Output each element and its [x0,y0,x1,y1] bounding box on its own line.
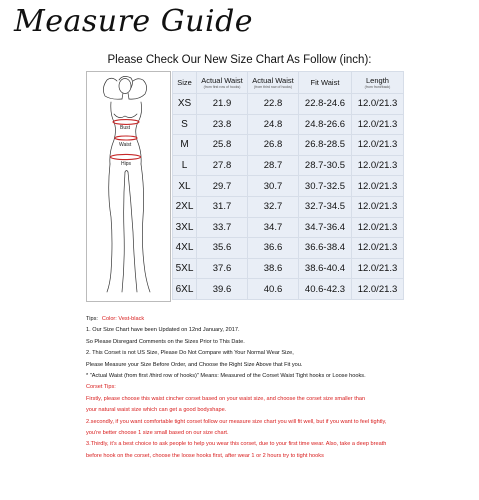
table-cell: 36.6-38.4 [299,238,351,258]
body-figure-panel [86,71,171,302]
table-row [173,115,403,135]
column-header-note: (from third row of hooks) [254,84,292,89]
table-cell: 21.9 [197,94,247,114]
waist-label: Waist [119,142,132,148]
tips-line [86,314,476,325]
size-chart-table [172,71,404,300]
table-cell: 28.7-30.5 [299,156,351,176]
bust-label: Bust [120,125,131,131]
size-cell: 2XL [173,197,196,217]
table-cell: 39.6 [197,279,247,299]
table-cell: 31.7 [197,197,247,217]
table-row [173,135,403,155]
corset-tips-heading: Corset Tips: [86,384,116,391]
table-row [173,156,403,176]
table-cell: 38.6 [248,259,298,279]
table-cell: 27.8 [197,156,247,176]
tips-label: Tips: [86,316,98,322]
column-header [248,72,298,93]
tip-2b: you're better choose 1 size small based on our size chart. [86,430,229,437]
table-cell: 30.7 [248,176,298,196]
table-cell: 32.7-34.5 [299,197,351,217]
table-cell: 12.0/21.3 [352,156,403,176]
size-cell: 3XL [173,218,196,238]
table-cell: 23.8 [197,115,247,135]
size-cell: 5XL [173,259,196,279]
table-cell: 25.8 [197,135,247,155]
body-silhouette-illustration [87,72,170,301]
table-cell: 30.7-32.5 [299,176,351,196]
table-cell: 34.7-36.4 [299,218,351,238]
column-header [173,72,196,93]
table-cell: 35.6 [197,238,247,258]
column-header [299,72,351,93]
tip-3b: before hook on the corset, choose the loose hooks first, after wear 1 or 2 hours try to tight hooks [86,452,324,459]
note-line-5: * "Actual Waist (from first /third row of hooks)" Means: Measured of the Corset Waist Tight hooks or Loose hooks. [86,373,366,380]
column-header-label: Size [177,77,192,87]
column-header-label: Fit Waist [310,77,340,87]
table-row [173,94,403,114]
table-cell: 24.8-26.6 [299,115,351,135]
table-cell: 12.0/21.3 [352,259,403,279]
table-cell: 37.6 [197,259,247,279]
column-header [352,72,403,93]
size-cell: L [173,156,196,176]
tip-3a: 3.Thirdly, it's a best choice to ask people to help you wear this corset, due to your first time wear. Also, take a deep breath [86,441,387,448]
note-line-2: So Please Disregard Comments on the Sizes Prior to This Date. [86,338,245,345]
table-row [173,259,403,279]
size-cell: M [173,135,196,155]
page-title: Measure Guide [14,4,254,39]
column-header-note: (from first row of hooks) [203,84,241,89]
table-cell: 12.0/21.3 [352,238,403,258]
table-cell: 32.7 [248,197,298,217]
table-cell: 12.0/21.3 [352,115,403,135]
hips-label: Hips [121,161,132,167]
table-row [173,218,403,238]
column-header-label: Actual Waist [201,75,243,85]
note-line-1: 1. Our Size Chart have been Updated on 12nd January, 2017. [86,327,240,334]
table-cell: 12.0/21.3 [352,176,403,196]
size-cell: S [173,115,196,135]
table-cell: 36.6 [248,238,298,258]
table-cell: 33.7 [197,218,247,238]
table-row [173,197,403,217]
table-row [173,279,403,299]
table-header-row [173,72,403,93]
table-row [173,176,403,196]
tip-1b: your natural waist size which can get a good bodyshape. [86,407,227,414]
column-header-label: Actual Waist [252,75,294,85]
column-header-note: (from front/back) [364,84,391,89]
note-line-4: Please Measure your Size Before Order, and Choose the Right Size Above that Fit you. [86,361,303,368]
table-row [173,238,403,258]
column-header-label: Length [366,75,389,85]
size-cell: XL [173,176,196,196]
table-cell: 26.8 [248,135,298,155]
table-cell: 12.0/21.3 [352,218,403,238]
table-cell: 28.7 [248,156,298,176]
size-cell: XS [173,94,196,114]
notes-section [86,314,476,462]
tip-2a: 2.secondly, if you want comfortable tight corset follow our measure size chart you will fit well, but if you want to feel tightly, [86,418,387,425]
table-cell: 34.7 [248,218,298,238]
table-cell: 22.8 [248,94,298,114]
chart-subtitle: Please Check Our New Size Chart As Follow (inch): [107,54,372,66]
table-cell: 12.0/21.3 [352,279,403,299]
note-line-3: 2. This Corset is not US Size, Please Do Not Compare with Your Normal Wear Size, [86,350,294,357]
tips-color: Color: Vest-black [101,316,145,322]
table-cell: 12.0/21.3 [352,135,403,155]
table-cell: 38.6-40.4 [299,259,351,279]
column-header [197,72,247,93]
size-cell: 4XL [173,238,196,258]
table-cell: 12.0/21.3 [352,94,403,114]
table-cell: 40.6 [248,279,298,299]
table-cell: 29.7 [197,176,247,196]
tip-1a: Firstly, please choose this waist cincher corset based on your waist size, and choose the corset size smaller than [86,395,366,402]
table-cell: 22.8-24.6 [299,94,351,114]
table-cell: 40.6-42.3 [299,279,351,299]
size-cell: 6XL [173,279,196,299]
table-cell: 24.8 [248,115,298,135]
table-cell: 26.8-28.5 [299,135,351,155]
table-cell: 12.0/21.3 [352,197,403,217]
